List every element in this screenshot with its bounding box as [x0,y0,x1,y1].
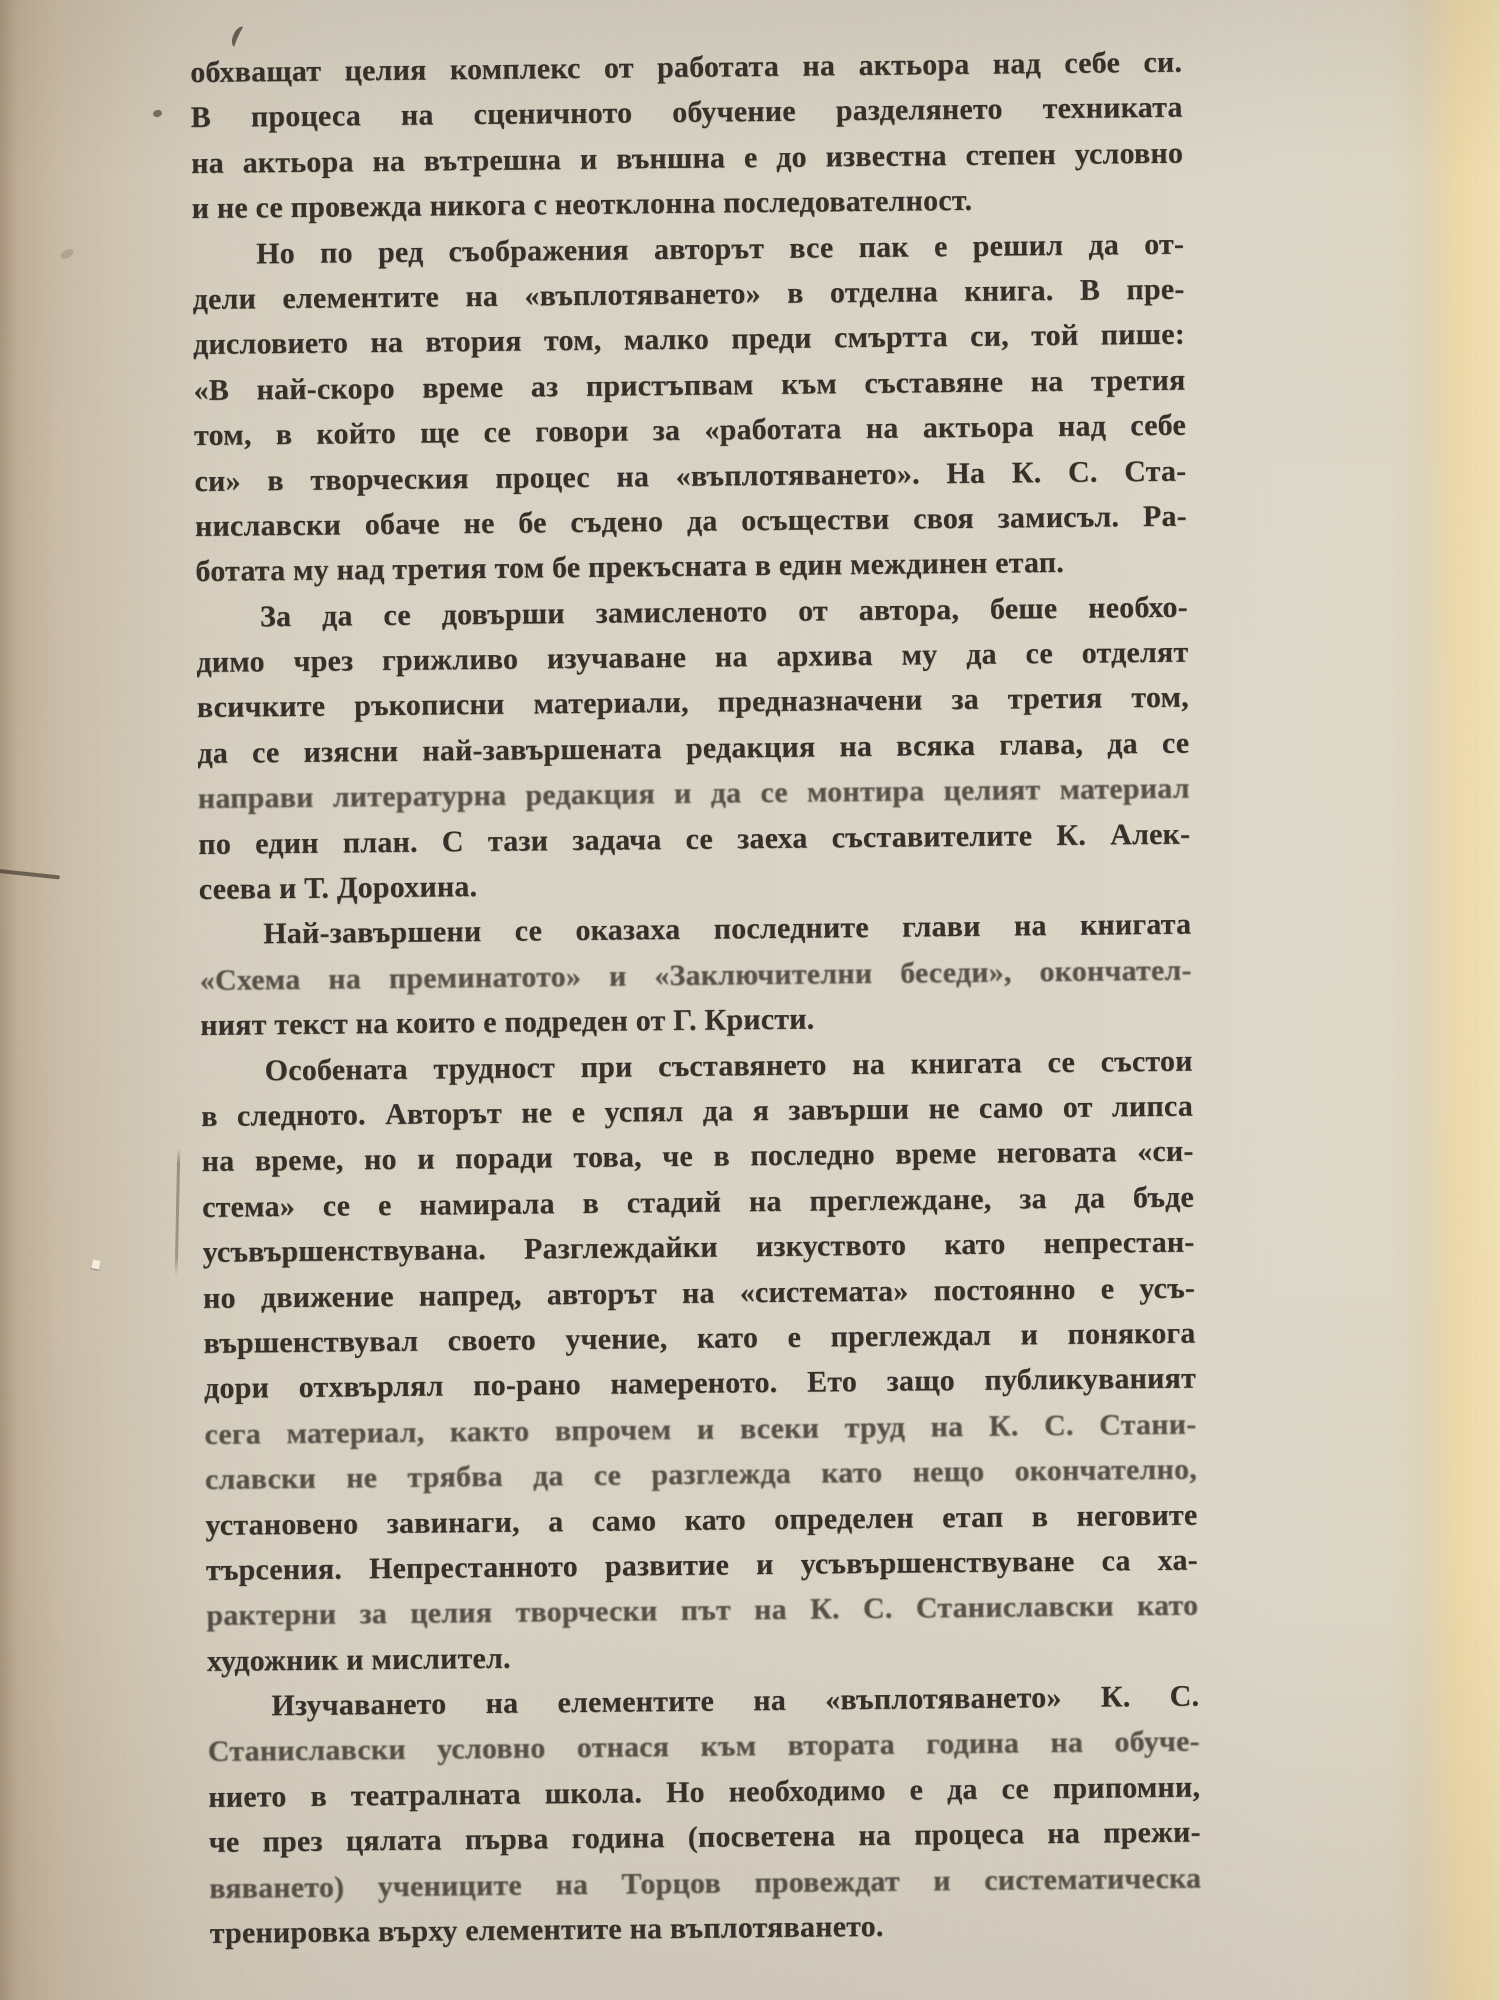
text-line: всичките ръкописни материали, предназначени за третия том, [196,681,1189,725]
text-line: димо чрез грижливо изучаване на архива му да се отделят [196,635,1189,680]
paragraph [196,584,1191,912]
text-line: вяването) учениците на Торцов провеждат и систематическа [209,1861,1202,1905]
text-line: в следното. Авторът не е успял да я завърши не само от липса [200,1089,1194,1133]
text-line: установено завинаги, а само като определен етап в неговите [205,1498,1198,1542]
text-line: направи литературна редакция и да се монтира целият материал [197,771,1190,816]
paper-chip [91,1259,101,1269]
paragraph [190,40,1184,232]
text-line: обхващат целия комплекс от работата на актьора над себе си. [190,45,1183,89]
paragraph [207,1674,1202,1957]
text-line: усъвършенствувана. Разглеждайки изкуството като непрестан- [202,1225,1195,1270]
text-line: да се изясни най-завършената редакция на всяка глава, да се [197,726,1190,770]
text-line: но движение напред, авторът на «системата» постоянно е усъ- [202,1271,1196,1315]
text-line: вършенствувал своето учение, като е преглеждал и понякога [203,1316,1196,1360]
text-line: Особената трудност при съставянето на книгата се състои [264,1044,1193,1087]
text-line: В процеса на сценичното обучение разделянето техниката [190,91,1183,135]
text-line: на актьора на вътрешна и външна е до известна степен условно [191,136,1184,180]
text-line: ният текст на които е подреден от Г. Кристи. [200,1002,815,1043]
edge-pencil-scratch [0,869,60,880]
text-line: и не се провежда никога с неотклонна последователност. [191,183,973,226]
text-line: Но по ред съображения авторът все пак е решил да от- [255,227,1185,270]
ink-speck [152,109,163,118]
text-line: търсения. Непрестанното развитие и усъвършенствуване са ха- [205,1543,1199,1587]
text-line: стема» се е намирала в стадий на преглеждане, за да бъде [201,1180,1195,1224]
text-line: че през цялата първа година (посветена на процеса на прежи- [208,1815,1201,1860]
text-line: на време, но и поради това, че в последно време неговата «си- [201,1134,1194,1179]
page-text [190,40,1202,1957]
text-line: Изучаването на елементите на «въплотяването» К. С. [271,1679,1200,1723]
text-line: рактерни за целия творчески път на К. С. Станиславски като [206,1588,1199,1633]
text-line: ниславски обаче не бе съдено да осъществи своя замисъл. Ра- [194,499,1187,543]
text-line: сеева и Т. Дорохина. [198,870,478,906]
text-line: Станиславски условно отнася към втората година на обуче- [207,1724,1200,1769]
text-line: си» в творческия процес на «въплотяването». На К. С. Ста- [194,454,1187,498]
pencil-tick-mark [229,25,249,50]
text-line: по един план. С тази задача се заеха съставителите К. Алек- [198,817,1191,861]
margin-pencil-line [175,1148,181,1276]
paragraph [192,221,1188,594]
paper-smudge [59,247,75,261]
text-line: Най-завършени се оказаха последните глави на книгата [263,907,1192,951]
text-line: нието в театралната школа. Но необходимо е да се припомни, [208,1770,1201,1814]
text-line: том, в който ще се говори за «работата на актьора над себе [193,408,1187,453]
text-line: За да се довърши замисленото от автора, беше необхо- [259,590,1189,633]
paragraph [200,1038,1199,1684]
text-line: художник и мислител. [206,1641,511,1678]
text-line: «Схема на преминатото» и «Заключителни беседи», окончател- [199,953,1192,997]
text-line: дори отхвърлял по-рано намереното. Ето защо публикуваният [203,1361,1197,1406]
paragraph [199,902,1192,1049]
text-line: «В най-скоро време аз пристъпвам към съставяне на третия [193,363,1186,407]
text-line: славски не трябва да се разглежда като нещо окончателно, [204,1452,1198,1497]
text-line: сега материал, както впрочем и всеки труд на К. С. Стани- [204,1407,1197,1451]
text-line: тренировка върху елементите на въплотяването. [209,1909,884,1950]
text-line: дели елементите на «въплотяването» в отделна книга. В пре- [192,272,1185,316]
text-line: ботата му над третия том бе прекъсната в един междинен етап. [195,546,1065,589]
text-line: дисловието на втория том, малко преди смъртта си, той пише: [192,317,1186,362]
